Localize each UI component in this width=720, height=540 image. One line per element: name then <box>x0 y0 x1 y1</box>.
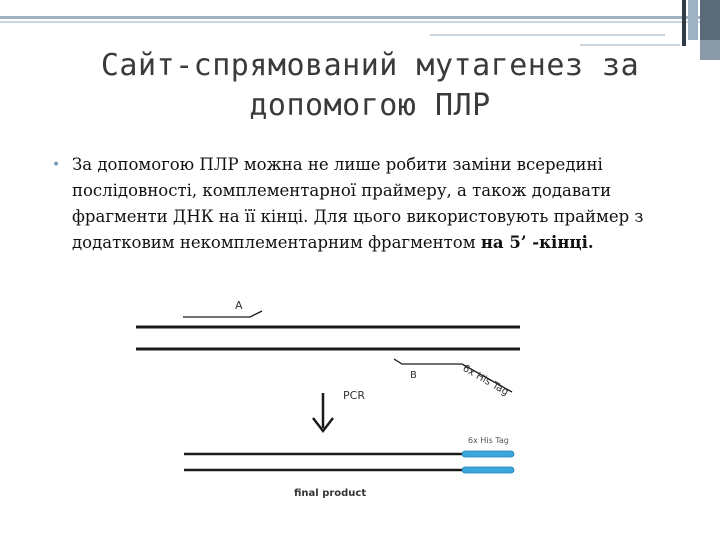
primer-b-label: B <box>410 370 417 381</box>
his-tag-segment-bottom <box>462 467 514 473</box>
his-tag-segment-top <box>462 451 514 457</box>
primer-a-label: A <box>235 299 243 312</box>
overhang-tag-label: 6x His Tag <box>460 363 511 399</box>
primer-b-arrow <box>394 359 462 364</box>
his-tag-label: 6x His Tag <box>468 436 509 445</box>
primer-a-arrow <box>183 311 262 317</box>
pcr-step-label: PCR <box>343 389 365 402</box>
final-product-label: final product <box>294 488 367 499</box>
bullet-text-regular: За допомогою ПЛР можна не лише робити заміни всередині послідовності, комплементарної праймеру, а також додавати фрагменти ДНК на її кінці. Для цього використовують праймер з додатковим некомплементарним фрагментом <box>72 155 644 252</box>
bullet-icon: • <box>52 157 61 173</box>
bullet-text-bold: на 5’ -кінці. <box>480 233 594 252</box>
slide-title-line-2: допомогою ПЛР <box>249 88 491 123</box>
slide-title-line-1: Сайт-спрямований мутагенез за <box>100 48 640 83</box>
